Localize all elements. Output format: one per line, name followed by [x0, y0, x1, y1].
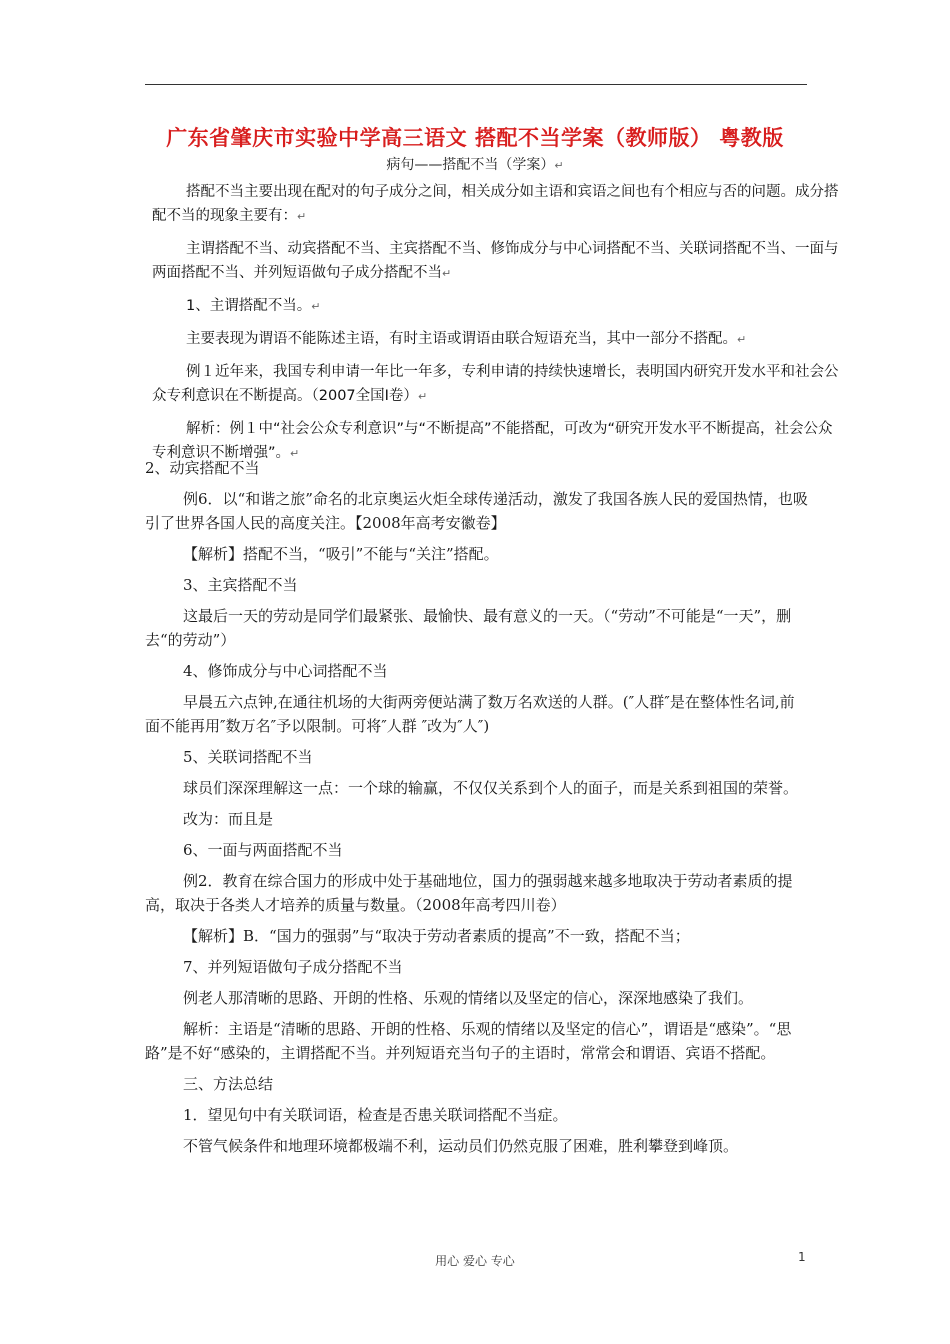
page-subtitle: 病句——搭配不当（学案）↵: [386, 157, 564, 173]
section-1-description: 主要表现为谓语不能陈述主语，有时主语或谓语由联合短语充当，其中一部分不搭配。↵: [186, 331, 747, 347]
section-4-example: 早晨五六点钟,在通往机场的大街两旁便站满了数万名欢送的人群。(″人群″是在整体性名词,前面不能再用″数万名″予以限制。可将″人群 ″改为″人″): [145, 693, 795, 735]
section-heading-3: 3、主宾搭配不当: [183, 576, 298, 594]
example-6: 例6．以“和谐之旅”命名的北京奥运火炬全球传递活动，激发了我国各族人民的爱国热情，也吸引了世界各国人民的高度关注。【2008年高考安徽卷】: [145, 490, 808, 532]
method-1-example: 不管气候条件和地理环境都极端不利，运动员们仍然克服了困难，胜利攀登到峰顶。: [183, 1137, 739, 1155]
intro-paragraph: 搭配不当主要出现在配对的句子成分之间，相关成分如主语和宾语之间也有个相应与否的问题。成分搭配不当的现象主要有：↵: [152, 184, 839, 224]
example-1: 例１近年来，我国专利申请一年比一年多，专利申请的持续快速增长，表明国内研究开发水平和社会公众专利意识在不断提高。（2007全国Ⅰ卷）↵: [152, 364, 839, 404]
main-body: [145, 456, 809, 1165]
analysis-7: 解析：主语是“清晰的思路、开朗的性格、乐观的情绪以及坚定的信心”，谓语是“感染”。“思路”是不好“感染的，主谓搭配不当。并列短语充当句子的主语时，常常会和谓语、宾语不搭配。: [145, 1020, 792, 1062]
analysis-2: 【解析】B．“国力的强弱”与“取决于劳动者素质的提高”不一致，搭配不当；: [183, 927, 690, 945]
section-heading-4: 4、修饰成分与中心词搭配不当: [183, 662, 388, 680]
analysis-6: 【解析】搭配不当，“吸引”不能与“关注”搭配。: [183, 545, 499, 563]
section-heading-7: 7、并列短语做句子成分搭配不当: [183, 958, 403, 976]
section-5-example: 球员们深深理解这一点：一个球的输赢，不仅仅关系到个人的面子，而是关系到祖国的荣誉。: [183, 779, 799, 797]
section-5-correction: 改为：而且是: [183, 810, 274, 828]
example-2: 例2．教育在综合国力的形成中处于基础地位，国力的强弱越来越多地取决于劳动者素质的提高，取决于各类人才培养的质量与数量。（2008年高考四川卷）: [145, 872, 793, 914]
example-7: 例老人那清晰的思路、开朗的性格、乐观的情绪以及坚定的信心，深深地感染了我们。: [183, 989, 754, 1007]
page-number: 1: [798, 1250, 806, 1264]
types-paragraph: 主谓搭配不当、动宾搭配不当、主宾搭配不当、修饰成分与中心词搭配不当、关联词搭配不当、一面与两面搭配不当、并列短语做句子成分搭配不当↵: [152, 241, 839, 281]
page-title: 广东省肇庆市实验中学高三语文 搭配不当学案（教师版） 粤教版: [166, 126, 784, 150]
section-heading-summary: 三、方法总结: [183, 1075, 274, 1093]
section-heading-5: 5、关联词搭配不当: [183, 748, 313, 766]
header-rule: [145, 84, 807, 85]
section-heading-6: 6、一面与两面搭配不当: [183, 841, 343, 859]
scanned-section: [152, 180, 846, 466]
section-heading-2: 2、动宾搭配不当: [145, 459, 260, 477]
section-3-example: 这最后一天的劳动是同学们最紧张、最愉快、最有意义的一天。（“劳动”不可能是“一天”，删去“的劳动”）: [145, 607, 792, 649]
section-heading-1: 1、主谓搭配不当。↵: [186, 298, 321, 314]
analysis-1: 解析：例１中“社会公众专利意识”与“不断提高”不能搭配，可改为“研究开发水平不断提高，社会公众专利意识不断增强”。↵: [152, 421, 833, 461]
footer-text: 用心 爱心 专心: [435, 1254, 515, 1268]
method-1: 1．望见句中有关联词语，检查是否患关联词搭配不当症。: [183, 1106, 568, 1124]
